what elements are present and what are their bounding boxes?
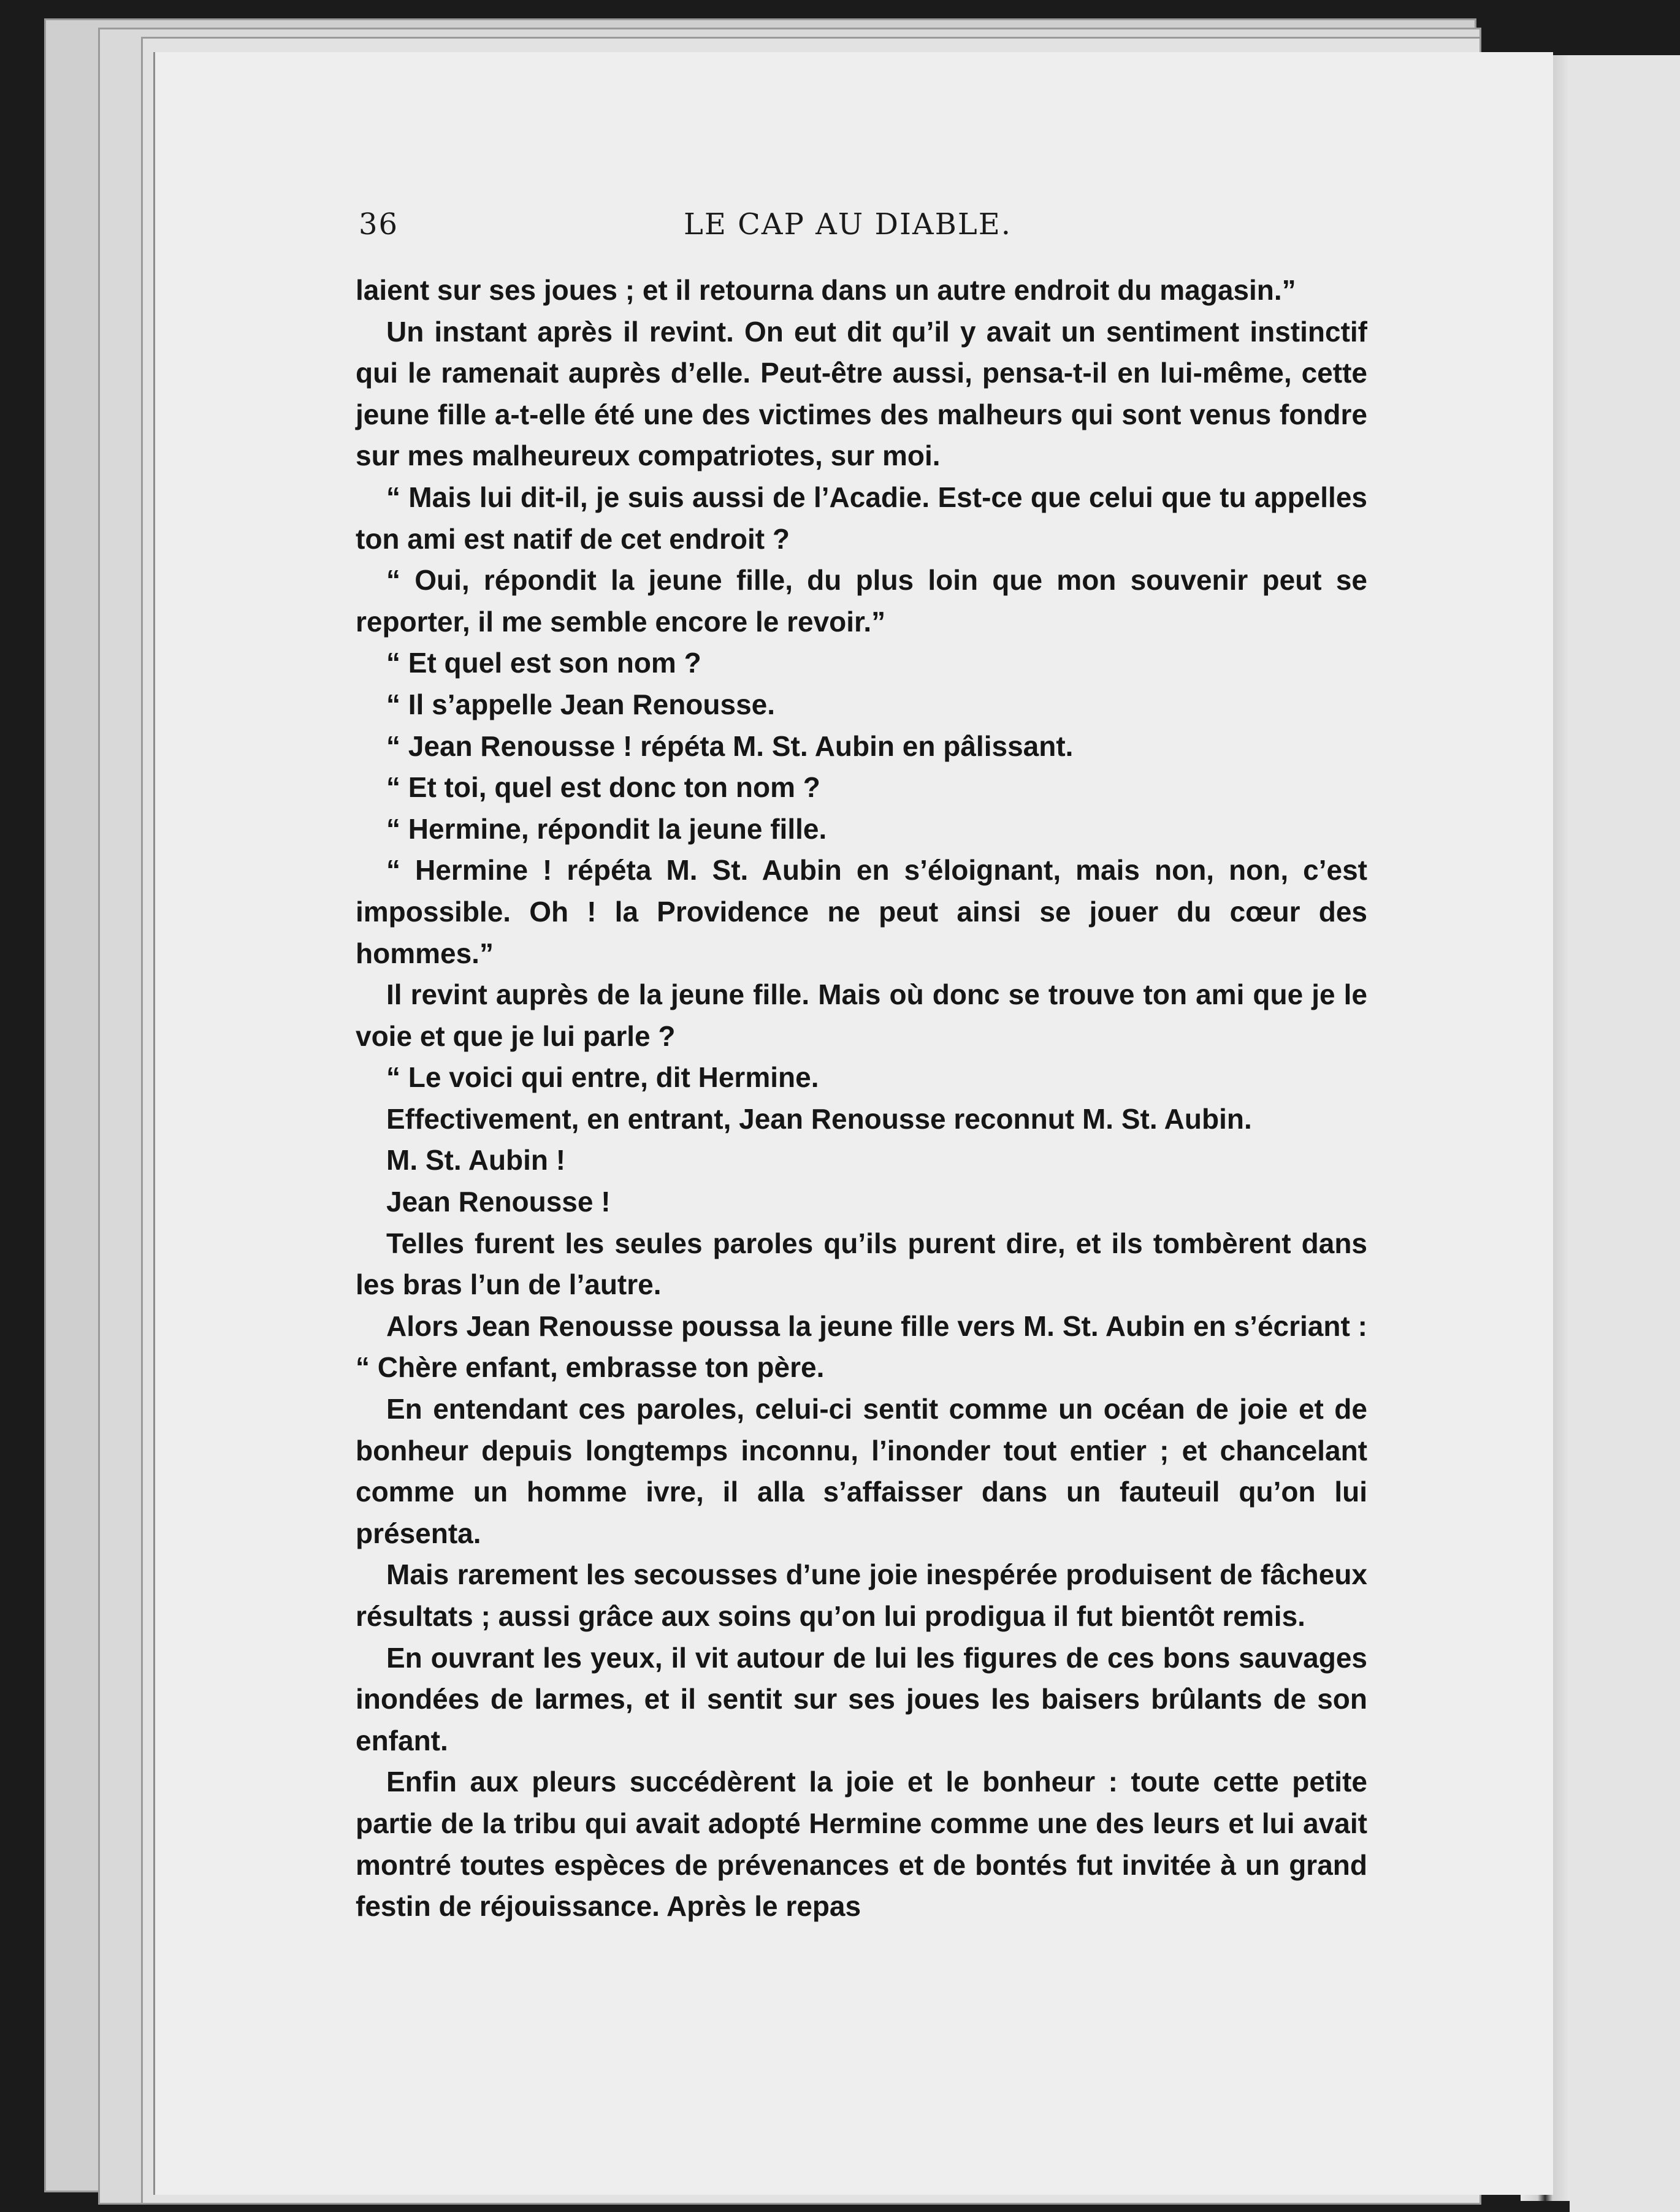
paragraph: “ Il s’appelle Jean Renousse.	[386, 688, 776, 720]
paragraph: “ Le voici qui entre, dit Hermine.	[386, 1061, 819, 1094]
facing-page-edge	[1570, 55, 1680, 2212]
paragraph: “ Et toi, quel est donc ton nom ?	[386, 771, 820, 804]
paragraph: En ouvrant les yeux, il vit autour de lui les figures de ces bons sauvages inondées de larmes, et il sentit sur ses joues les baisers brûlants de son enfant.	[356, 1641, 1367, 1756]
paragraph: Telles furent les seules paroles qu’ils purent dire, et ils tombèrent dans les bras l’un de l’autre.	[356, 1227, 1367, 1301]
paragraph: Il revint auprès de la jeune fille. Mais où donc se trouve ton ami que je le voie et que je lui parle ?	[356, 978, 1367, 1052]
paragraph: Mais rarement les secousses d’une joie inespérée produisent de fâcheux résultats ; aussi grâce aux soins qu’on lui prodigua il fut bientôt remis.	[356, 1558, 1367, 1632]
paragraph: Alors Jean Renousse poussa la jeune fille vers M. St. Aubin en s’écriant : “ Chère enfant, embrasse ton père.	[356, 1310, 1367, 1384]
paragraph: “ Hermine, répondit la jeune fille.	[386, 812, 827, 845]
paragraph: M. St. Aubin !	[386, 1144, 566, 1177]
running-title: LE CAP AU DIABLE.	[684, 207, 1012, 242]
paragraph: “ Hermine ! répéta M. St. Aubin en s’éloignant, mais non, non, c’est impossible. Oh ! la Providence ne peut ainsi se jouer du cœur des hommes.”	[356, 854, 1367, 969]
paragraph: Enfin aux pleurs succédèrent la joie et le bonheur : toute cette petite partie de la tribu qui avait adopté Hermine comme une des leurs et lui avait montré toutes espèces de prévenances et de bontés fut invitée à un grand festin de réjouissance. Après le repas	[356, 1766, 1367, 1923]
paragraph: laient sur ses joues ; et il retourna dans un autre endroit du magasin.”	[356, 274, 1296, 306]
page-number: 36	[359, 207, 399, 242]
paragraph: “ Mais lui dit-il, je suis aussi de l’Acadie. Est-ce que celui que tu appelles ton ami est natif de cet endroit ?	[356, 481, 1367, 555]
paragraph: “ Et quel est son nom ?	[386, 647, 701, 679]
paragraph: “ Oui, répondit la jeune fille, du plus loin que mon souvenir peut se reporter, il me semble encore le revoir.”	[356, 564, 1367, 638]
paragraph: En entendant ces paroles, celui-ci sentit comme un océan de joie et de bonheur depuis longtemps inconnu, l’inonder tout entier ; et chancelant comme un homme ivre, il alla s’affaisser dans un fauteuil qu’on lui présenta.	[356, 1393, 1367, 1549]
paragraph: Effectivement, en entrant, Jean Renousse reconnut M. St. Aubin.	[386, 1102, 1252, 1135]
paragraph: “ Jean Renousse ! répéta M. St. Aubin en pâlissant.	[386, 730, 1074, 762]
paragraph: Jean Renousse !	[386, 1186, 611, 1218]
paragraph: Un instant après il revint. On eut dit qu’il y avait un sentiment instinctif qui le ramenait auprès d’elle. Peut-être aussi, pensa-t-il en lui-même, cette jeune fille a-t-elle été une des victimes des malheurs qui sont venus fondre sur mes malheureux compatriotes, sur moi.	[356, 315, 1367, 472]
body-text	[356, 270, 1367, 1928]
